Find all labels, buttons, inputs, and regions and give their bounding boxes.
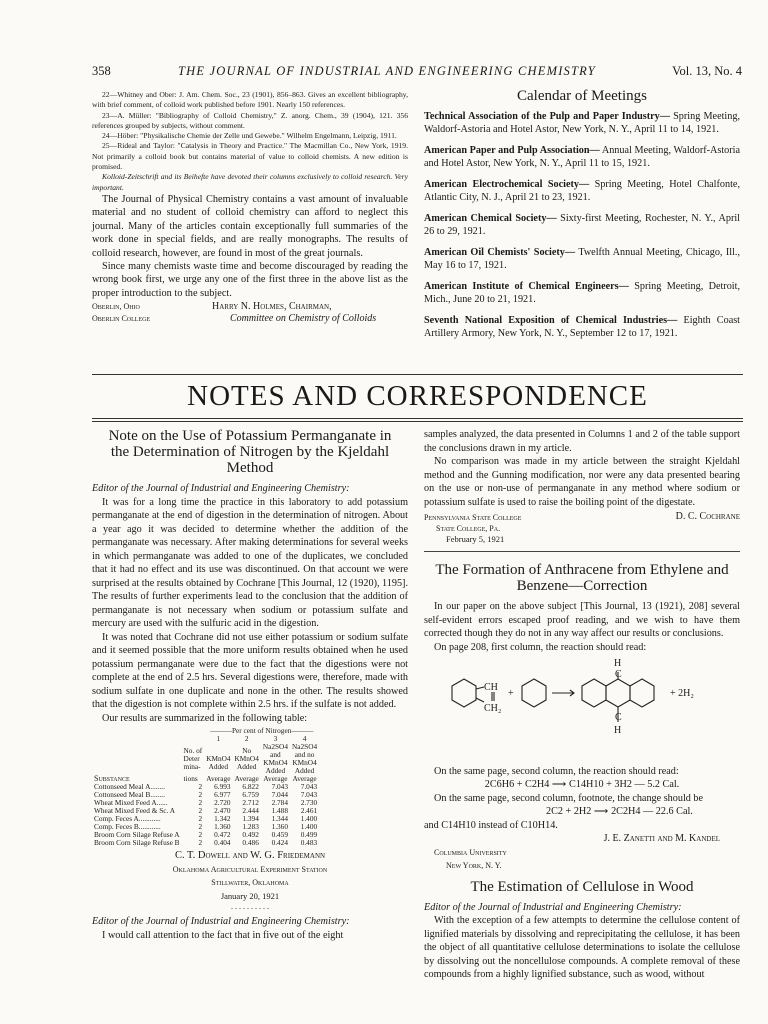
- signature-place: Oberlin, Ohio: [92, 302, 140, 312]
- table-cell-substance: Wheat Mixed Feed A......: [94, 798, 168, 807]
- table-cell: 6.822: [242, 782, 259, 791]
- reply-signature: [424, 511, 740, 545]
- meeting-item: Seventh National Exposition of Chemical Industries— Eighth Coast Artillery Armory, New York, N. Y., September 12 to 17, 1921.: [424, 314, 741, 339]
- diagram-label: C: [615, 712, 622, 723]
- table-header: No KMnO4 Added: [234, 746, 259, 771]
- table-cell-substance: Cottonseed Meal B........: [94, 790, 165, 799]
- anthracene-ring: [582, 679, 606, 707]
- table-header: Na2SO4 and KMnO4 Added: [262, 742, 288, 775]
- affiliation: New York, N. Y.: [446, 861, 502, 870]
- affiliation: Oklahoma Agricultural Experiment Station: [172, 864, 328, 874]
- signature-block: [92, 302, 408, 328]
- nitrogen-table: ———Per cent of Nitrogen——— 1 2 3 4 No. of Deter mina- KMnO4 Added No KMnO4 Added Na2SO4 and KMnO4 Added Na2SO4 and no KMnO4 Added Substance tions Average Average Average Average Cottonseed Meal A........ 2 6.993 6.822 7.043 7.043 Cottonseed Meal B........ 2 6.977 6.759 7.044 7.043 Wheat Mixed Feed A...... 2 2.720 2.712 2.784 2.730 Wheat Mixed Feed & Sc. A 2 2.470 2.444 1.488 2.461 Comp. Feces A............ 2 1.342 1.394 1.344 1.400 Comp. Feces B............ 2 1.360 1.283 1.360 1.400 Broom Corn Silage Refuse A 2 0.472 0.492 0.459 0.499 Broom Corn Silage Refuse B 2 0.404 0.486 0.424 0.483: [94, 726, 318, 847]
- article-permanganate: [92, 428, 408, 942]
- table-col-num: 2: [244, 734, 249, 743]
- table-cell: 2.730: [300, 798, 318, 807]
- table-cell: 1.400: [300, 814, 318, 823]
- dots-separator: . . . . . . . . . .: [231, 902, 269, 911]
- reference-kolloid: Kolloid-Zeitschrift and its Beihefte have devoted their columns exclusively to colloid research. Very important.: [92, 172, 408, 192]
- diagram-label: CH₂: [484, 703, 502, 714]
- table-cell: 0.459: [271, 830, 288, 839]
- diagram-label: CH: [484, 682, 498, 693]
- table-cell: 2: [198, 790, 203, 799]
- table-cell: 1.344: [271, 814, 288, 823]
- paragraph: It was noted that Cochrane did not use either potassium or sodium sulfate and it seemed possible that the more uniform results obtained when he used potassium permanganate were due to the fact that the digestions were not complete at the end of 2.5 hrs. Several digestions were, therefore, made with sodium sulfate in one duplicate and none in the other. The results showed that the digestion is not complete within 2.5 hrs. if the sulfate is not added.: [92, 631, 408, 710]
- table-cell: 0.472: [214, 830, 231, 839]
- table-cell: 7.043: [300, 790, 318, 799]
- table-cell: 2: [198, 822, 203, 831]
- table-cell: 1.394: [242, 814, 259, 823]
- paragraph: No comparison was made in my article between the straight Kjeldahl method and the Gunning modification, nor were any data presented bearing on the use or non-use of permanganate in any method where sodium or potassium sulfate is used to raise the boiling point of the digestate.: [424, 456, 740, 508]
- meeting-item: American Paper and Pulp Association— Annual Meeting, Waldorf-Astoria and Hotel Astor, New York, N. Y., April 11 to 15, 1921.: [424, 144, 740, 169]
- table-cell: 2.720: [214, 798, 231, 807]
- table-cell: 0.492: [242, 830, 259, 839]
- article-authors: C. T. Dowell and W. G. Friedemann: [174, 850, 326, 861]
- anthracene-ring: [606, 679, 630, 707]
- diagram-label: + 2H₂: [670, 688, 694, 699]
- table-cell-substance: Broom Corn Silage Refuse B: [94, 838, 180, 847]
- paragraph: On the same page, second column, footnote, the change should be: [434, 792, 704, 804]
- signature-name: D. C. Cochrane: [675, 511, 740, 522]
- volume-info: Vol. 13, No. 4: [672, 64, 742, 78]
- table-cell-substance: Wheat Mixed Feed & Sc. A: [94, 806, 176, 815]
- article-title: Note on the Use of Potassium Permanganate in the Determination of Nitrogen by the Kjeldahl Method: [108, 428, 392, 476]
- reference-24: 24—Höber: "Physikalische Chemie der Zelle und Gewebe." Wilhelm Engelmann, Leipzig, 1911.: [102, 131, 397, 141]
- signature-place: Oberlin College: [92, 314, 151, 324]
- table-cell-substance: Cottonseed Meal A........: [94, 782, 165, 791]
- table-cell: 2.444: [242, 806, 259, 815]
- signature-date: February 5, 1921: [446, 534, 505, 544]
- table-cell: 2.712: [242, 798, 259, 807]
- table-cell-substance: Broom Corn Silage Refuse A: [94, 830, 180, 839]
- paragraph: and C14H10 instead of C10H14.: [424, 819, 558, 831]
- table-row: [92, 839, 319, 847]
- table-cell: 1.400: [300, 822, 318, 831]
- table-header: KMnO4 Added: [206, 754, 231, 771]
- article-date: January 20, 1921: [220, 890, 280, 901]
- calendar-title: Calendar of Meetings: [517, 88, 647, 104]
- table-cell: 0.424: [271, 838, 288, 847]
- table-cell: 1.360: [271, 822, 288, 831]
- references-column: [92, 90, 408, 328]
- equation: 2C2 + 2H2 ⟶ 2C2H4 — 22.6 Cal.: [546, 806, 693, 817]
- affiliation: Columbia University: [434, 847, 507, 857]
- signature-place: State College, Pa.: [436, 524, 501, 533]
- paragraph: samples analyzed, the data presented in Columns 1 and 2 of the table support the conclusions drawn in my article.: [424, 429, 740, 454]
- page-number: 358: [92, 64, 111, 78]
- table-cell: 0.486: [242, 838, 259, 847]
- table-col-num: 1: [216, 734, 221, 743]
- table-cell: 1.488: [271, 806, 288, 815]
- table-cell: 2: [198, 782, 203, 791]
- anthracene-ring: [630, 679, 654, 707]
- benzene-ring: [522, 679, 546, 707]
- journal-title: THE JOURNAL OF INDUSTRIAL AND ENGINEERING CHEMISTRY: [178, 64, 596, 78]
- table-col-num: 4: [302, 734, 307, 743]
- paragraph: On page 208, first column, the reaction should read:: [434, 641, 647, 653]
- meeting-item: Technical Association of the Pulp and Paper Industry— Spring Meeting, Waldorf-Astoria and Hotel Astor, New York, N. Y., April 11 to 14, 1921.: [424, 110, 740, 135]
- table-cell: 2: [198, 838, 203, 847]
- editor-salutation: Editor of the Journal of Industrial and Engineering Chemistry:: [92, 916, 350, 927]
- intro-paragraph: Since many chemists waste time and become discouraged by reading the wrong book first, we urge any one of the first three in the above list as the proper introduction to the subject.: [92, 261, 408, 299]
- table-header-no: No. of Deter mina-: [183, 746, 203, 771]
- diagram-label: C: [615, 669, 622, 680]
- table-cell: 6.759: [242, 790, 259, 799]
- table-cell: 2.461: [300, 806, 318, 815]
- reference-22: 22—Whitney and Ober: J. Am. Chem. Soc., 23 (1901), 856–863. Gives an excellent bibliography, with brief comment, of colloid work published before 1901. Nearly 150 references.: [92, 90, 408, 110]
- table-cell: 1.360: [214, 822, 231, 831]
- table-cell: 2: [198, 814, 203, 823]
- table-cell: 2.784: [271, 798, 288, 807]
- table-cell-substance: Comp. Feces A............: [94, 814, 161, 823]
- diagram-label: +: [508, 688, 514, 699]
- anthracene-reaction-diagram: [424, 654, 740, 764]
- equation: 2C6H6 + C2H4 ⟶ C14H10 + 3H2 — 5.2 Cal.: [484, 779, 680, 790]
- signature-committee: Committee on Chemistry of Colloids: [230, 313, 377, 325]
- table-cell: 1.342: [214, 814, 231, 823]
- meeting-item: American Oil Chemists' Society— Twelfth Annual Meeting, Chicago, Ill., May 16 to 17, 1921.: [424, 246, 740, 271]
- table-substance-label: Substance: [94, 774, 130, 783]
- table-col-num: 3: [273, 734, 278, 743]
- paragraph: Our results are summarized in the following table:: [102, 712, 308, 724]
- diagram-label: H: [614, 725, 622, 736]
- affiliation: Stillwater, Oklahoma: [211, 878, 289, 887]
- diagram-label: H: [614, 658, 622, 669]
- article-title: The Formation of Anthracene from Ethylene and Benzene—Correction: [435, 562, 729, 594]
- table-span-header: ———Per cent of Nitrogen———: [210, 726, 314, 735]
- signature-place: Pennsylvania State College: [424, 513, 522, 522]
- table-cell: 2: [198, 806, 203, 815]
- paragraph: It was for a long time the practice in this laboratory to add potassium permanganate at the end of digestion in the determination of nitrogen. About a year ago it was decided to determine whether the addition of the permanganate was necessary. After making determinations for several weeks in which permanganate was added to one of the duplicates, we concluded that it had no effect and its use was discontinued. On that account we were surprised at the results obtained by Cochrane [This Journal, 12 (1920), 1195]. The results of further experiments lead to the conclusion that the addition of permanganate is not necessary when sodium or potassium sulfate and mercury are used with the sulfuric acid in the digestion.: [92, 496, 408, 629]
- calendar-of-meetings: [424, 90, 740, 348]
- table-cell: 1.283: [242, 822, 259, 831]
- divider: [92, 421, 743, 422]
- reference-25: 25—Rideal and Taylor: "Catalysis in Theory and Practice." The Macmillan Co., New York, 1919. Not primarily a colloid book but contains material of value to colloid chemists. A new edition is promised.: [92, 141, 408, 172]
- meeting-item: American Electrochemical Society— Spring Meeting, Hotel Chalfonte, Atlantic City, N. J., April 21 to 23, 1921.: [424, 178, 740, 203]
- table-cell-substance: Comp. Feces B............: [94, 822, 161, 831]
- table-cell: 2: [198, 830, 203, 839]
- table-cell: 6.993: [214, 782, 231, 791]
- signature-name: Harry N. Holmes, Chairman,: [212, 301, 332, 313]
- meeting-item: American Institute of Chemical Engineers— Spring Meeting, Detroit, Mich., June 20 to 21, 1921.: [424, 280, 741, 305]
- article-title: The Estimation of Cellulose in Wood: [470, 878, 694, 895]
- paragraph: On the same page, second column, the reaction should read:: [434, 765, 679, 777]
- table-cell: 7.043: [300, 782, 318, 791]
- table-cell: 7.044: [271, 790, 288, 799]
- editor-salutation: Editor of the Journal of Industrial and Engineering Chemistry:: [424, 901, 682, 913]
- meeting-item: American Chemical Society— Sixty-first Meeting, Rochester, N. Y., April 26 to 29, 1921.: [424, 212, 740, 237]
- paragraph: In our paper on the above subject [This Journal, 13 (1921), 208] several self-evident errors escaped proof reading, and we wish to have them corrected though they do not in any way affect our results or conclusions.: [424, 601, 740, 639]
- section-banner: NOTES AND CORRESPONDENCE: [187, 380, 648, 412]
- table-cell: 0.404: [214, 838, 231, 847]
- table-cell: 0.499: [300, 830, 318, 839]
- divider: [92, 374, 743, 375]
- editor-salutation: Editor of the Journal of Industrial and Engineering Chemistry:: [92, 483, 350, 494]
- paragraph: With the exception of a few attempts to determine the cellulose content of lignified materials by dissolving and reprecipitating the cellulose, it has been the object of all quantitative cellulose determinations to isolate the cellulose by dissolving out the noncellulose compounds. A complete removal of these compounds from a highly lignified substance, such as wood, without: [424, 915, 740, 980]
- table-header: Na2SO4 and no KMnO4 Added: [291, 742, 318, 775]
- table-cell: 2.470: [214, 806, 231, 815]
- reference-23: 23—A. Müller: "Bibliography of Colloid Chemistry," Z. anorg. Chem., 39 (1904), 121. 356 references grouped by subjects, without comment.: [92, 110, 408, 130]
- table-cell: 6.977: [214, 790, 231, 799]
- benzene-ring: [452, 679, 476, 707]
- right-lower-column: [424, 428, 740, 982]
- article-authors: J. E. Zanetti and M. Kandel: [603, 833, 720, 844]
- table-cell: 7.043: [271, 782, 288, 791]
- divider: [424, 551, 740, 552]
- divider: [92, 418, 743, 419]
- table-cell: 2: [198, 798, 203, 807]
- intro-paragraph: The Journal of Physical Chemistry contains a vast amount of invaluable material and no student of colloid chemistry can afford to neglect this journal. Many of the articles contain exceptionally full summaries of the work done in special fields, and are really monographs. The results of colloid research, however, are found in most of the great journals.: [92, 193, 408, 259]
- paragraph: I would call attention to the fact that in five out of the eight: [102, 929, 344, 941]
- table-cell: 0.483: [300, 838, 318, 847]
